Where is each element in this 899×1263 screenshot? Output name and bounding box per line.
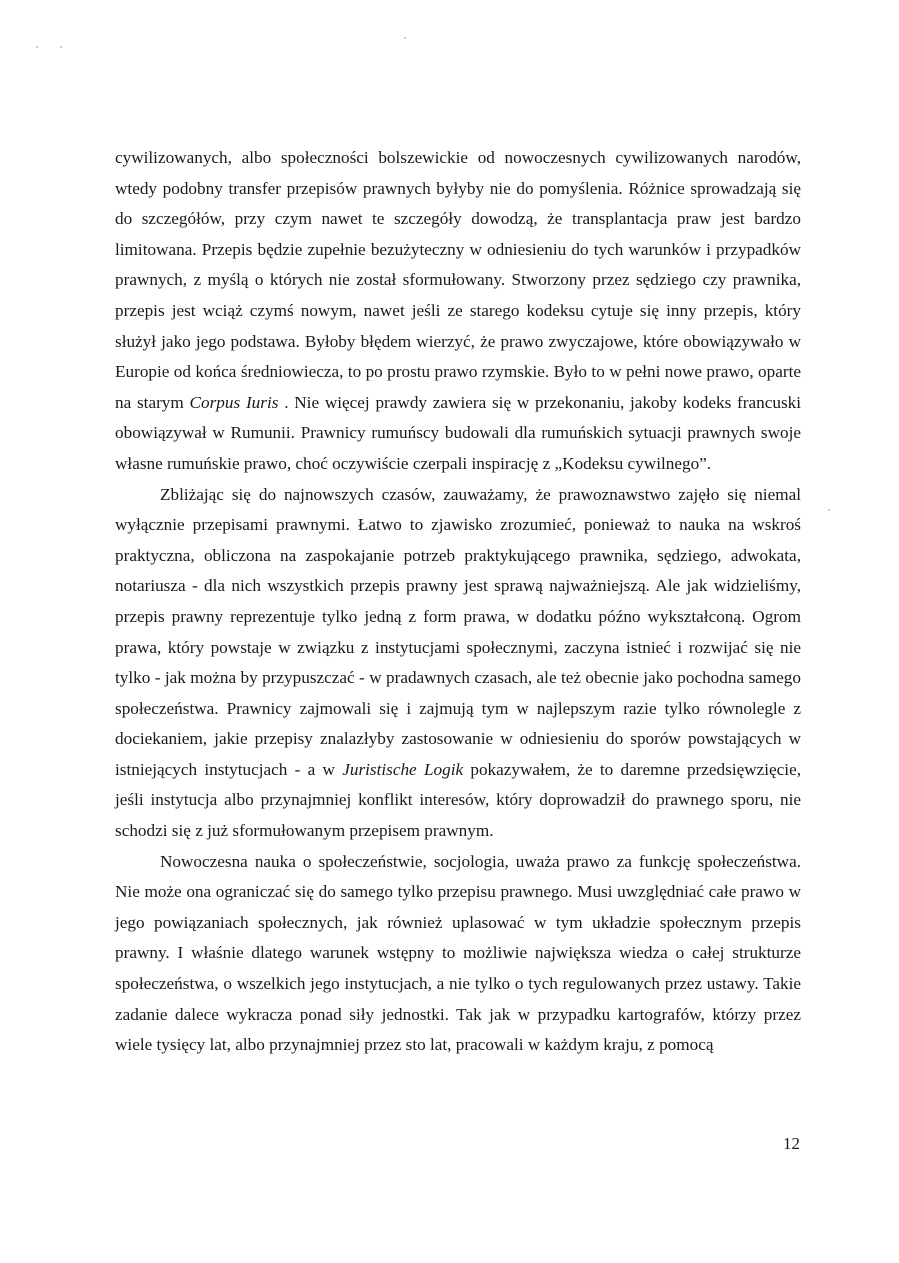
body-text	[115, 143, 801, 1061]
scan-speck	[60, 46, 62, 48]
scan-speck	[36, 46, 38, 48]
paragraph: Nowoczesna nauka o społeczeństwie, socjologia, uważa prawo za funkcję społeczeństwa. Nie może ona ograniczać się do samego tylko przepisu prawnego. Musi uwzględniać całe prawo w jego powiązaniach społecznych, jak również uplasować w tym układzie społecznym przepis prawny. I właśnie dlatego warunek wstępny to możliwie największa wiedza o całej strukturze społeczeństwa, o wszelkich jego instytucjach, a nie tylko o tych regulowanych przez ustawy. Takie zadanie dalece wykracza ponad siły jednostki. Tak jak w przypadku kartografów, którzy przez wiele tysięcy lat, albo przynajmniej przez sto lat, pracowali w każdym kraju, z pomocą	[115, 851, 801, 1055]
paragraph: Zbliżając się do najnowszych czasów, zauważamy, że prawoznawstwo zajęło się niemal wyłącznie przepisami prawnymi. Łatwo to zjawisko zrozumieć, ponieważ to nauka na wskroś praktyczna, obliczona na zaspokajanie potrzeb praktykującego prawnika, sędziego, adwokata, notariusza - dla nich wszystkich przepis prawny jest sprawą najważniejszą. Ale jak widzieliśmy, przepis prawny reprezentuje tylko jedną z form prawa, w dodatku późno wykształconą. Ogrom prawa, który powstaje w związku z instytucjami społecznymi, zaczyna istnieć i rozwijać się nie tylko - jak można by przypuszczać - w pradawnych czasach, ale też obecnie jako pochodna samego społeczeństwa. Prawnicy zajmowali się i zajmują tym w najlepszym razie tylko równolegle z dociekaniem, jakie przepisy znalazłyby zastosowanie w odniesieniu do sporów powstających w istniejących instytucjach - a w Juristische Logik pokazywałem, że to daremne przedsięwzięcie, jeśli instytucja albo przynajmniej konflikt interesów, który doprowadził do prawnego sporu, nie schodzi się z już sformułowanym przepisem prawnym.	[115, 484, 801, 841]
scan-speck	[404, 37, 406, 39]
italic-title: Juristische Logik	[342, 759, 464, 779]
italic-title: Corpus Iuris	[189, 392, 279, 412]
scan-speck	[828, 509, 830, 511]
page-number: 12	[783, 1134, 800, 1153]
paragraph: cywilizowanych, albo społeczności bolszewickie od nowoczesnych cywilizowanych narodów, wtedy podobny transfer przepisów prawnych byłyby nie do pomyślenia. Różnice sprowadzają się do szczegółów, przy czym nawet te szczegóły dowodzą, że transplantacja praw jest bardzo limitowana. Przepis będzie zupełnie bezużyteczny w odniesieniu do tych warunków i przypadków prawnych, z myślą o których nie został sformułowany. Stworzony przez sędziego czy prawnika, przepis jest wciąż czymś nowym, nawet jeśli ze starego kodeksu cytuje się inny przepis, który służył jako jego podstawa. Byłoby błędem wierzyć, że prawo zwyczajowe, które obowiązywało w Europie od końca średniowiecza, to po prostu prawo rzymskie. Było to w pełni nowe prawo, oparte na starym Corpus Iuris . Nie więcej prawdy zawiera się w przekonaniu, jakoby kodeks francuski obowiązywał w Rumunii. Prawnicy rumuńscy budowali dla rumuńskich sytuacji prawnych swoje własne rumuńskie prawo, choć oczywiście czerpali inspirację z „Kodeksu cywilnego”.	[115, 148, 801, 473]
